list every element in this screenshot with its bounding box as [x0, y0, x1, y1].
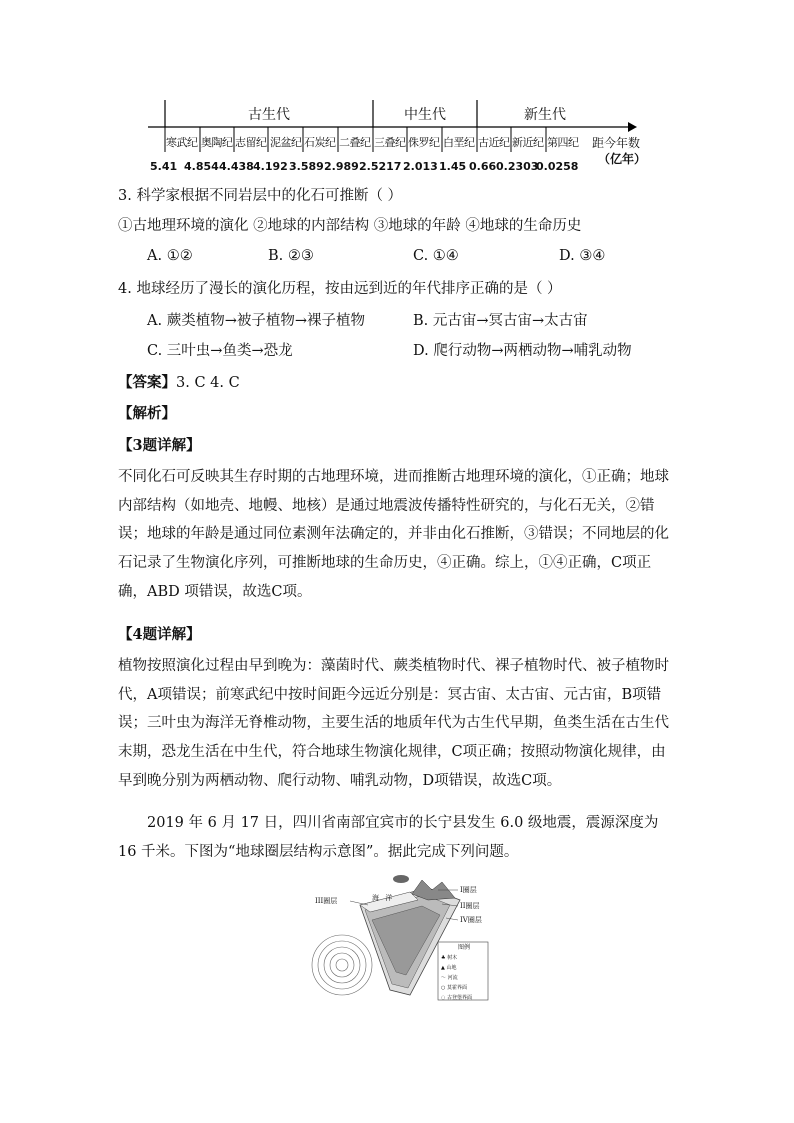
detail-3-label: 【3题详解】: [118, 437, 201, 454]
question-4-stem: 4. 地球经历了漫长的演化历程，按由远到近的年代排序正确的是（ ）: [118, 281, 562, 297]
period-label: 白垩纪: [443, 136, 475, 149]
period-label: 新近纪: [512, 136, 544, 149]
detail-4-text: 植物按照演化过程由早到晚为：藻菌时代、蕨类植物时代、裸子植物时代、被子植物时代，A项错误；前寒武纪中按时间距今远近分别是：冥古宙、太古宙、元古宙，B项错误；三叶虫为海洋无脊椎动物，主要生活的地质年代为古生代早期，鱼类生活在古生代末期，恐龙生活在中生代，符合地球生物演化规律，C项正确；按照动物演化规律，由早到晚分别为两栖动物、爬行动物、哺乳动物，D项错误，故选C项。: [118, 658, 669, 789]
year-label: 2.013: [403, 160, 438, 173]
detail-4-label: 【4题详解】: [118, 626, 201, 643]
question-4-option-a: A. 蕨类植物→被子植物→裸子植物: [147, 313, 365, 329]
answer-label: 【答案】: [118, 374, 176, 391]
year-label: 4.438: [219, 160, 254, 173]
year-label: 3.589: [289, 160, 324, 173]
period-label: 寒武纪: [166, 136, 198, 149]
year-label: 2.5217: [359, 160, 402, 173]
layer-label-iv: IV圈层: [460, 916, 482, 924]
timeline-arrow-icon: [628, 122, 637, 132]
earth-layers-figure: [300, 870, 500, 1005]
question-3-items: ①古地理环境的演化 ②地球的内部结构 ③地球的年龄 ④地球的生命历史: [118, 218, 582, 234]
question-4-option-b: B. 元古宙→冥古宙→太古宙: [413, 313, 588, 329]
axis-unit: （亿年）: [598, 152, 647, 166]
period-label: 石炭纪: [304, 136, 336, 149]
period-label: 泥盆纪: [270, 136, 302, 149]
legend-item-rivers: ～ 河流: [441, 975, 458, 981]
period-label: 二叠纪: [339, 136, 371, 149]
year-label: 5.41: [150, 160, 178, 173]
cloud-icon: [393, 875, 409, 883]
layer-label-ii: II圈层: [460, 902, 480, 910]
year-label: 1.45: [439, 160, 467, 173]
mountain-icon: ▲: [441, 965, 445, 971]
year-label: 0.2303: [496, 160, 539, 173]
question-3-stem: 3. 科学家根据不同岩层中的化石可推断（ ）: [118, 188, 403, 204]
era-label: 古生代: [248, 107, 290, 123]
year-label: 0.0258: [536, 160, 579, 173]
period-label: 志留纪: [235, 136, 267, 149]
legend-item-moho: ○ 莫霍界面: [441, 985, 467, 991]
tree-icon: ♣: [441, 955, 446, 961]
ocean-label: 海 洋: [372, 894, 395, 902]
period-label: 侏罗纪: [408, 136, 440, 149]
era-label: 中生代: [404, 107, 446, 123]
legend-item-mountains: ▲ 山地: [441, 965, 457, 971]
legend-title: 图例: [457, 944, 470, 951]
earth-core-circles: [312, 935, 372, 995]
question-3-option-d: D. ③④: [559, 248, 606, 264]
year-label: 4.192: [253, 160, 288, 173]
legend-item-trees: ♣ 树木: [441, 955, 458, 961]
river-icon: ～: [441, 975, 447, 981]
answer-line: [118, 373, 240, 393]
year-label: 2.989: [324, 160, 359, 173]
intro-paragraph: 2019 年 6 月 17 日，四川省南部宜宾市的长宁县发生 6.0 级地震，震源深度为 16 千米。下图为“地球圈层结构示意图”。据此完成下列问题。: [118, 815, 659, 860]
era-label: 新生代: [524, 107, 566, 123]
question-3-option-b: B. ②③: [268, 248, 314, 264]
layer-label-iii: III圈层: [315, 897, 338, 905]
layer-label-i: I圈层: [460, 886, 477, 894]
axis-label: 距今年数: [592, 136, 641, 150]
answer-text: 3. C 4. C: [176, 375, 240, 391]
period-label: 古近纪: [478, 136, 510, 149]
legend: [441, 943, 487, 1003]
legend-item-gutenberg: ◌ 古登堡界面: [441, 995, 472, 1001]
moho-icon: ○: [441, 985, 446, 991]
gutenberg-icon: ◌: [441, 995, 446, 1001]
period-label: 三叠纪: [374, 136, 406, 149]
question-4-option-c: C. 三叶虫→鱼类→恐龙: [147, 343, 293, 359]
year-label: 0.66: [469, 160, 497, 173]
period-label: 第四纪: [547, 136, 579, 149]
question-4-option-d: D. 爬行动物→两栖动物→哺乳动物: [413, 343, 632, 359]
detail-3-text: 不同化石可反映其生存时期的古地理环境，进而推断古地理环境的演化，①正确；地球内部结构（如地壳、地幔、地核）是通过地震波传播特性研究的，与化石无关，②错误；地球的年龄是通过同位素测年法确定的，并非由化石推断，③错误；不同地层的化石记录了生物演化序列，可推断地球的生命历史，④正确。综上，①④正确，C项正确，ABD 项错误，故选C项。: [118, 469, 669, 600]
period-label: 奥陶纪: [201, 136, 233, 149]
analysis-label: 【解析】: [118, 405, 176, 422]
question-3-option-a: A. ①②: [147, 248, 193, 264]
question-3-option-c: C. ①④: [413, 248, 459, 264]
year-label: 4.854: [184, 160, 219, 173]
